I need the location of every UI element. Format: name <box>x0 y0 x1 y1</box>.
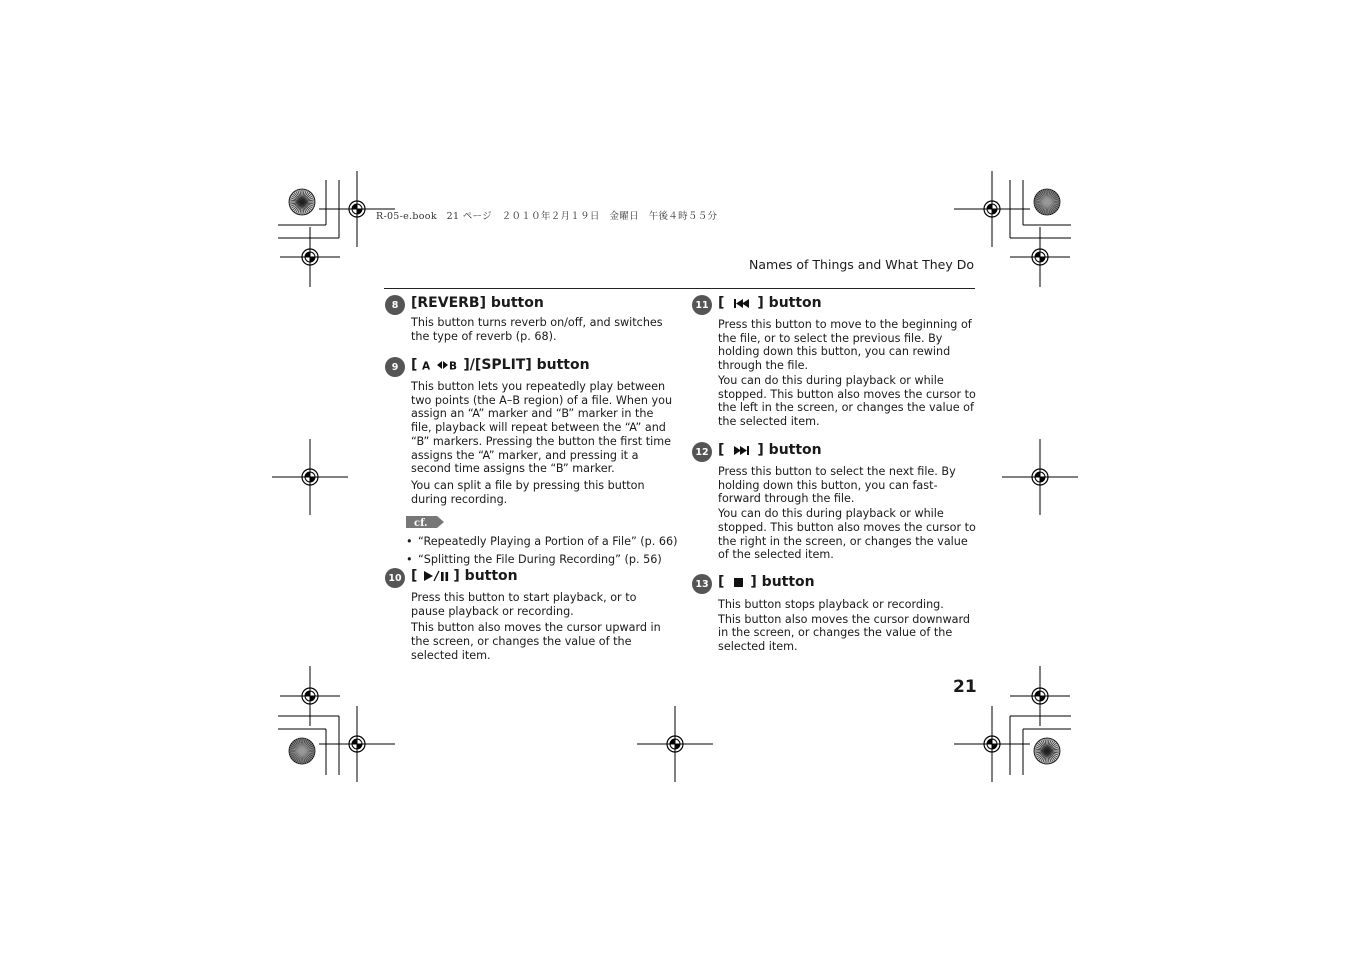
section-heading: [ A B ]/[SPLIT] button <box>411 357 590 373</box>
page-header-title: Names of Things and What They Do <box>749 257 974 272</box>
section-heading <box>411 294 673 312</box>
registration-target-icon <box>1010 666 1070 726</box>
item-number-badge: 12 <box>692 442 712 462</box>
description: This button also moves the cursor upward in the screen, or changes the value of the selected item. <box>411 621 661 662</box>
skip-forward-icon <box>733 444 751 456</box>
description: This button also moves the cursor downward in the screen, or changes the value of the selected item. <box>718 612 970 654</box>
description: You can split a file by pressing this button during recording. <box>411 478 645 506</box>
registration-target-icon <box>1002 439 1078 515</box>
color-dial-icon <box>1034 189 1060 215</box>
item-number-badge: 8 <box>385 295 405 315</box>
registration-target-icon <box>954 706 1030 782</box>
description: This button stops playback or recording. <box>718 598 944 611</box>
section-reverb-button <box>391 294 673 343</box>
list-item: • “Splitting the File During Recording” (p. 56) <box>406 553 662 567</box>
registration-target-icon <box>280 227 340 287</box>
list-item: • “Repeatedly Playing a Portion of a File” (p. 66) <box>406 535 678 549</box>
color-dial-icon <box>1034 738 1060 764</box>
section-heading: [ ] button <box>718 574 815 590</box>
cf-reference-icon <box>406 513 673 532</box>
a-b-repeat-icon <box>422 359 458 371</box>
page-number: 21 <box>953 677 977 697</box>
section-ab-split-button <box>391 356 678 567</box>
description: Press this button to select the next file. By holding down this button, you can fast-forward through the file. <box>718 465 956 506</box>
svg-text:B: B <box>449 360 458 371</box>
description: This button turns reverb on/off, and switches the type of reverb (p. 68). <box>411 316 663 343</box>
description: You can do this during playback or while stopped. This button also moves the cursor to the right in the screen, or changes the value of the selected item. <box>718 507 976 562</box>
description: Press this button to start playback, or to pause playback or recording. <box>411 591 637 618</box>
color-dial-icon <box>289 189 315 215</box>
header-rule <box>384 288 975 289</box>
registration-target-icon <box>319 706 395 782</box>
description: You can do this during playback or while stopped. This button also moves the cursor to the left in the screen, or changes the value of the selected item. <box>718 373 976 428</box>
svg-text:A: A <box>422 360 431 371</box>
registration-target-icon <box>954 171 1030 247</box>
section-skip-back-button <box>695 294 976 429</box>
item-number-badge: 9 <box>385 357 405 377</box>
registration-target-icon <box>637 706 713 782</box>
heading-text: [REVERB] button <box>411 295 544 311</box>
play-pause-icon <box>423 570 451 582</box>
reference-list <box>406 535 678 567</box>
section-skip-forward-button <box>695 441 976 562</box>
registration-target-icon <box>1010 227 1070 287</box>
section-heading: [ ] button <box>718 442 822 458</box>
svg-text:cf.: cf. <box>414 518 428 529</box>
skip-back-icon <box>733 297 751 309</box>
description: This button lets you repeatedly play between two points (the A–B region) of a file. When you assign an “A” marker and “B” marker in the file, playback will repeat between the “A” and “B” markers. Pressing the button the first time assigns the “A” marker, and pressing it a second time assigns the “B” marker. <box>411 380 673 476</box>
color-dial-icon <box>289 738 315 764</box>
registration-target-icon <box>280 666 340 726</box>
stop-icon <box>733 576 744 588</box>
section-stop-button <box>695 573 976 654</box>
item-number-badge: 11 <box>692 295 712 315</box>
description: Press this button to move to the beginning of the file, or to select the previous file. By holding down this button, you can rewind through the file. <box>718 318 972 373</box>
print-slug: R-05-e.book 21 ページ ２０１０年２月１９日 金曜日 午後４時５５分 <box>376 211 718 222</box>
section-heading: [ ] button <box>411 568 518 584</box>
section-play-pause-button <box>388 567 673 663</box>
section-heading: [ ] button <box>718 295 822 311</box>
item-number-badge: 13 <box>692 574 712 594</box>
item-number-badge: 10 <box>385 568 405 588</box>
registration-target-icon <box>272 439 348 515</box>
